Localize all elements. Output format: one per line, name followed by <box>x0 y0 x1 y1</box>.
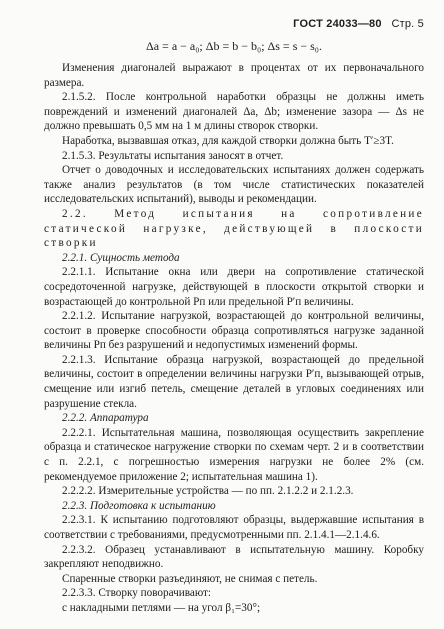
paragraph-report-content: Отчет о доводочных и исследовательских испытаниях должен содержать также анализ результатов (в том числе статистических показателей исследовательских испытаний), выводы и рекомендации. <box>44 164 424 206</box>
standard-number: ГОСТ 24033—80 <box>293 18 382 30</box>
paragraph-2-2-1-3: 2.2.1.3. Испытание образца нагрузкой, возрастающей до предельной величины, состоит в определении величины нагрузки P′п, вызывающей отрыв, смещение или изгиб петель, смещение деталей в угловых соединениях или разрушение стекла. <box>44 353 424 410</box>
paragraph-2-2-3-1: 2.2.3.1. К испытанию подготовляют образцы, выдержавшие испытания в соответствии с требованиями, предусмотренными пп. 2.1.4.1—2.1.4.6. <box>44 514 424 541</box>
paragraph-2-1-5-2: 2.1.5.2. После контрольной наработки образцы не должны иметь повреждений и изменений диагоналей Δa, Δb; изменение зазора — Δs не должно превышать 0,5 мм на 1 м длины створок створки. <box>44 91 424 133</box>
paragraph-diagonal-change: Изменения диагоналей выражают в процентах от их первоначального размера. <box>44 62 424 89</box>
subsection-heading-2-2-1: 2.2.1. Сущность метода <box>62 251 180 264</box>
difference-formula: Δa = a − a₀; Δb = b − b₀; Δs = s − s₀. <box>146 39 322 53</box>
paragraph-2-2-1-2: 2.2.1.2. Испытание нагрузкой, возрастающей до контрольной величины, состоит в проверке способности образца сопротивляться нагрузке заданной величины Pп без разрушений и недопустимых изменений формы. <box>44 310 424 352</box>
section-heading-2-2: 2.2. Метод испытания на сопротивление статической нагрузке, действующей в плоскости створки <box>44 207 424 250</box>
paragraph-overlay-hinges-angle: с накладными петлями — на угол β₁=30°; <box>62 601 261 614</box>
page-header <box>44 15 424 33</box>
body-text <box>44 61 424 616</box>
paragraph-2-2-3-2: 2.2.3.2. Образец устанавливают в испытательную машину. Коробку закрепляют неподвижно. <box>44 543 424 571</box>
paragraph-2-2-3-3: 2.2.3.3. Створку поворачивают: <box>62 587 212 600</box>
subsection-heading-2-2-2: 2.2.2. Аппаратура <box>62 412 149 425</box>
paragraph-2-2-2-1: 2.2.2.1. Испытательная машина, позволяющая осуществить закрепление образца и статическое нагружение створки по схемам черт. 2 и в соответствии с п. 2.2.1, с погрешностью измерения нагрузки не более 2% (см. рекомендуемое приложение 2; испытательная машина 1). <box>44 426 424 483</box>
paragraph-paired-sashes: Спаренные створки разъединяют, не снимая с петель. <box>62 572 318 585</box>
paragraph-failure-runtime: Наработка, вызвавшая отказ, для каждой створки должна быть T′≥3T. <box>62 134 394 147</box>
page-number: Стр. 5 <box>391 18 424 30</box>
paragraph-2-2-1-1: 2.2.1.1. Испытание окна или двери на сопротивление статической сосредоточенной нагрузке, действующей в плоскости открытой створки и возрастающей до контрольной Pп или предельной P′п величины. <box>44 266 424 308</box>
subsection-heading-2-2-3: 2.2.3. Подготовка к испытанию <box>62 499 216 512</box>
paragraph-2-2-2-2: 2.2.2.2. Измерительные устройства — по пп. 2.1.2.2 и 2.1.2.3. <box>62 485 354 498</box>
paragraph-2-1-5-3: 2.1.5.3. Результаты испытания заносят в отчет. <box>62 149 284 162</box>
